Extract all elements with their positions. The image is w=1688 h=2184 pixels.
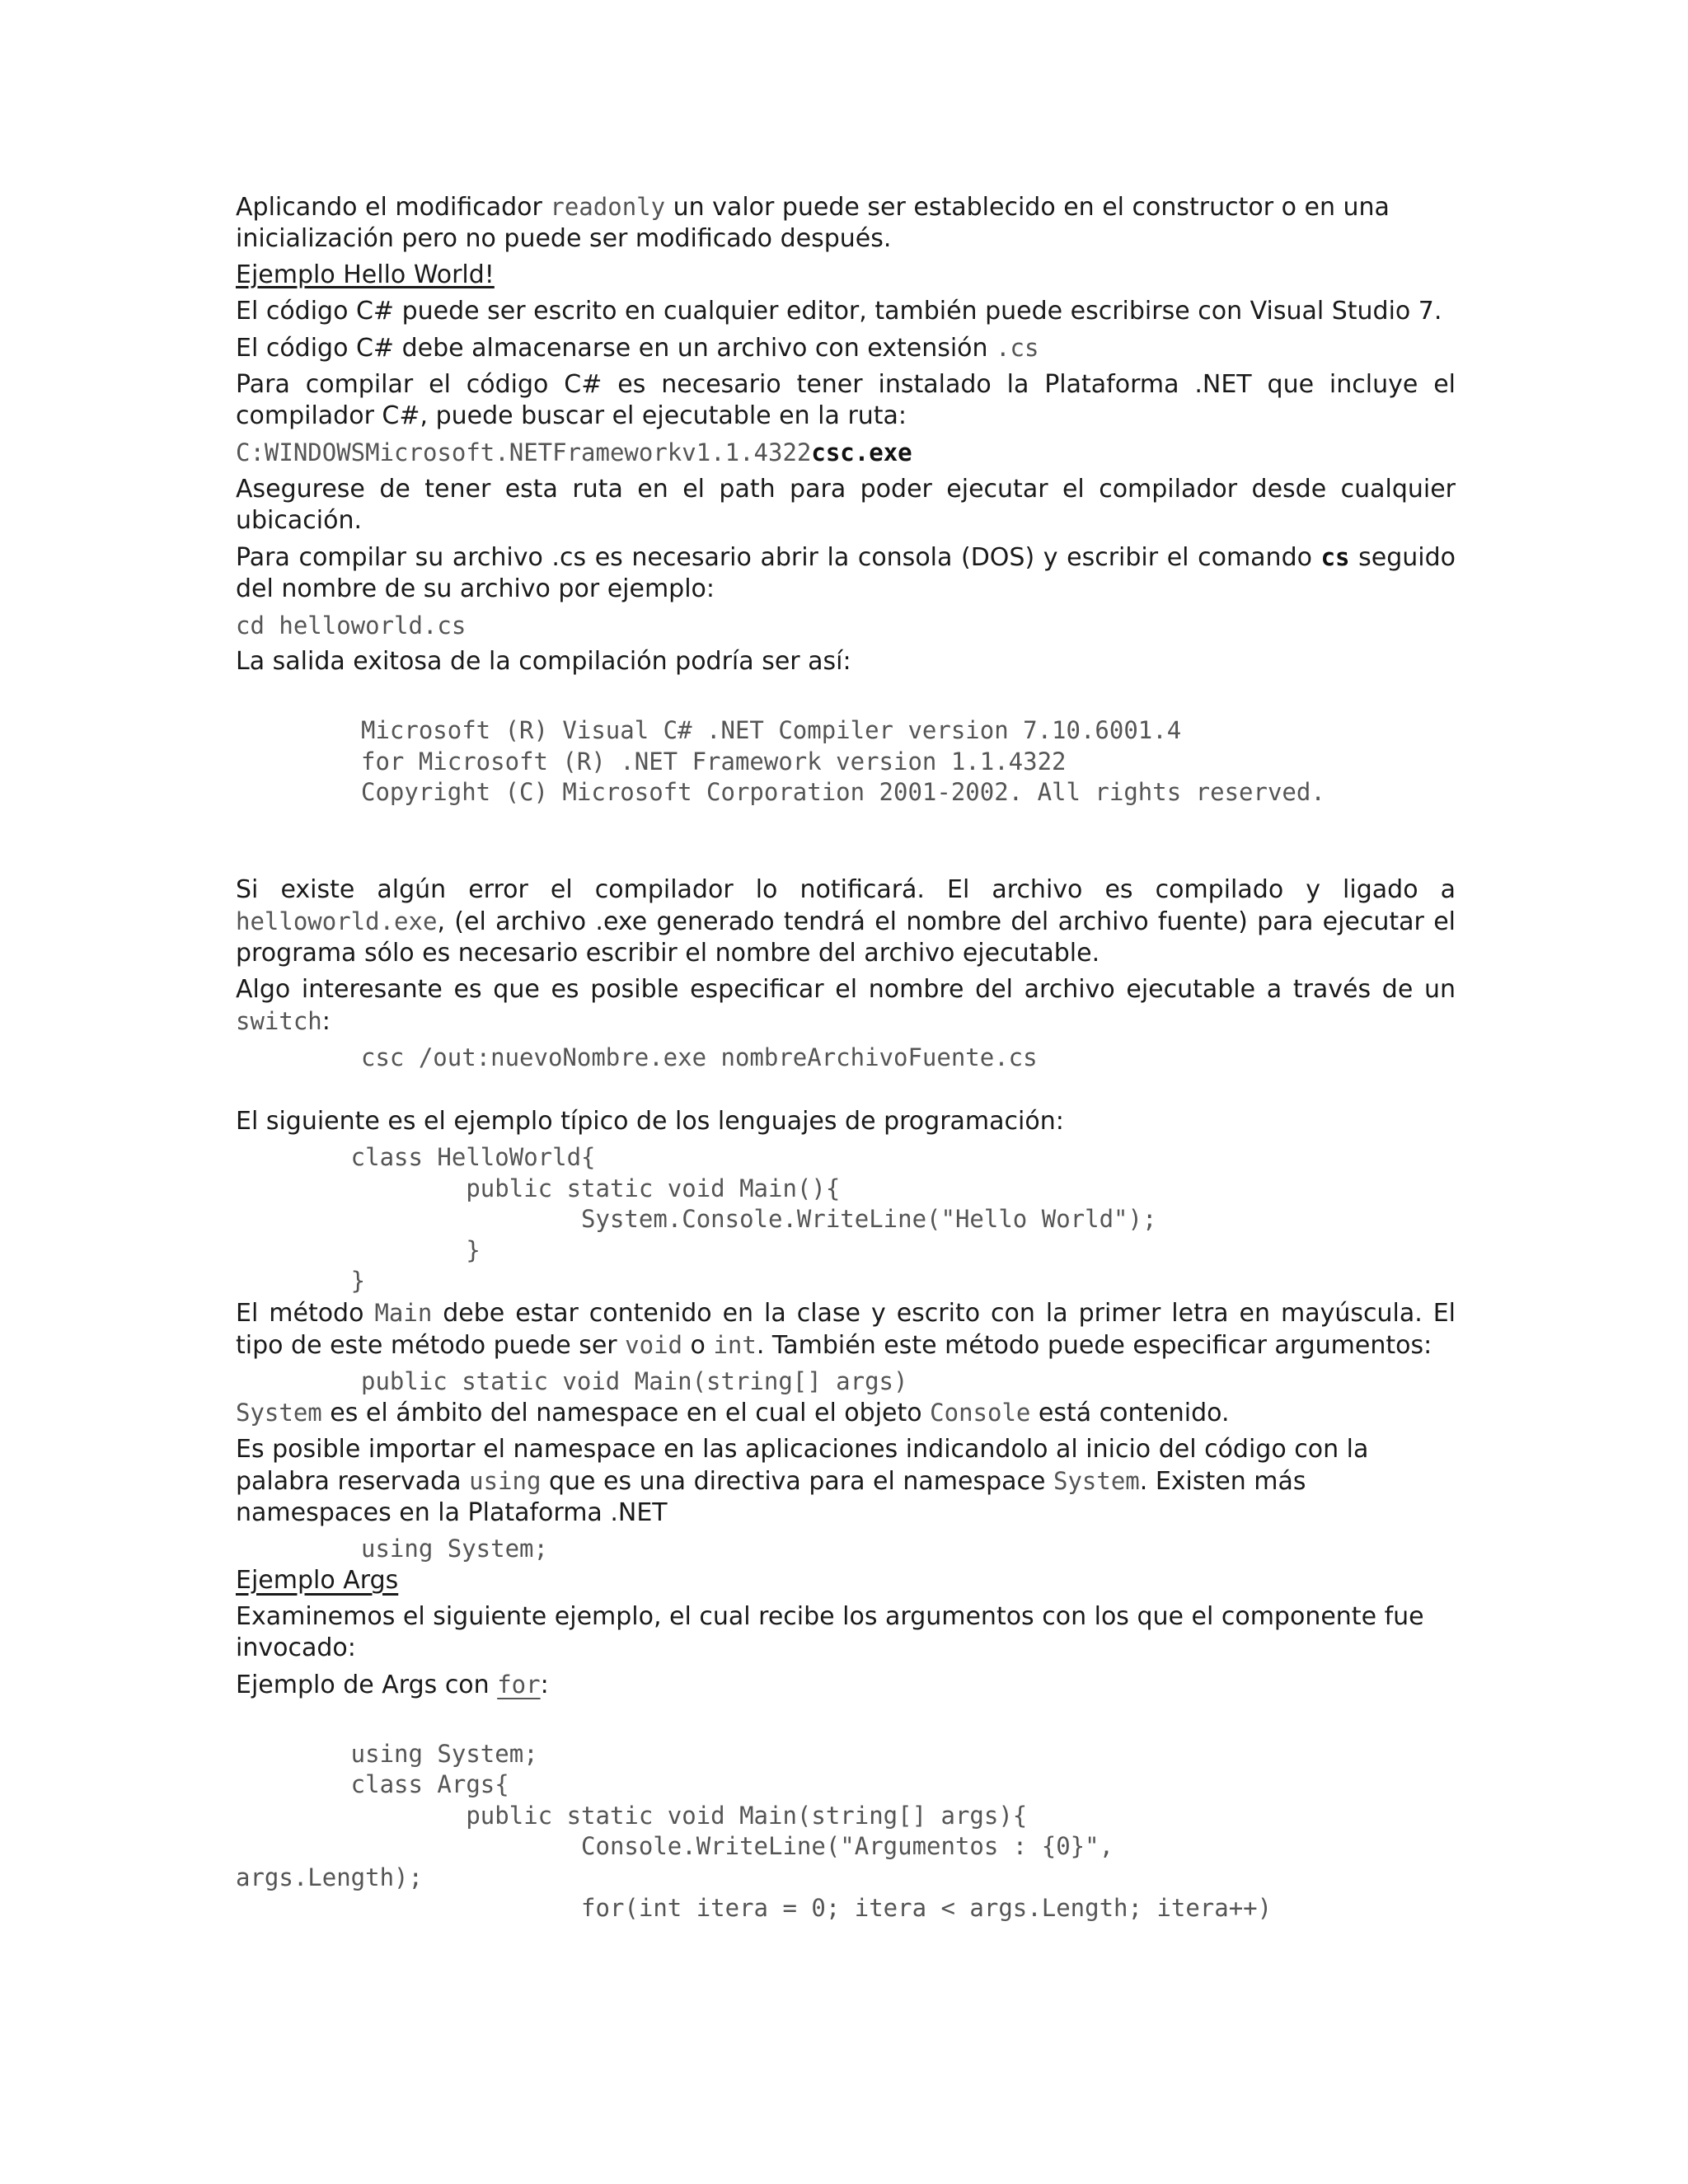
paragraph-extension: El código C# debe almacenarse en un archivo con extensión .cs [236, 334, 1039, 363]
code-line: class HelloWorld{ [236, 1143, 596, 1171]
spacer [236, 1073, 1456, 1106]
inline-code-helloworld-exe: helloworld.exe [236, 907, 438, 935]
inline-code-console: Console [930, 1399, 1031, 1427]
paragraph-args-intro: Examinemos el siguiente ejemplo, el cual recibe los argumentos con los que el componente fue invocado: [236, 1601, 1424, 1662]
code-line: for(int itera = 0; itera < args.Length; itera++) [236, 1894, 1273, 1922]
code-line: public static void Main(string[] args){ [236, 1801, 1028, 1830]
compiler-output-line: for Microsoft (R) .NET Framework version 1.1.4322 [361, 747, 1067, 776]
paragraph-compile: Para compilar el código C# es necesario tener instalado la Plataforma .NET que incluye el compilador C#, puede buscar el ejecutable en la ruta: [236, 370, 1456, 430]
inline-code-cs: .cs [996, 334, 1039, 362]
command-line: cd helloworld.cs [236, 612, 467, 640]
paragraph-output-intro: La salida exitosa de la compilación podría ser así: [236, 647, 851, 676]
inline-cmd-cs: cs [1320, 543, 1350, 571]
code-line: args.Length); [236, 1863, 423, 1891]
spacer [236, 808, 1456, 874]
paragraph-readonly: Aplicando el modificador readonly un valor puede ser establecido en el constructor o en una inicialización pero no puede ser modificado después. [236, 193, 1390, 253]
main-signature: public static void Main(string[] args) [361, 1366, 908, 1395]
paragraph-system-namespace: System es el ámbito del namespace en el cual el objeto Console está contenido. [236, 1399, 1230, 1427]
compiler-output-block [236, 715, 1456, 808]
code-line: public static void Main(){ [236, 1174, 841, 1202]
paragraph-args-for: Ejemplo de Args con for: [236, 1670, 549, 1699]
compiler-output-line: Copyright (C) Microsoft Corporation 2001-2002. All rights reserved. [361, 778, 1325, 806]
inline-code-readonly: readonly [550, 193, 666, 221]
paragraph-error: Si existe algún error el compilador lo notificará. El archivo es compilado y ligado a helloworld.exe, (el archivo .exe generado tendrá el nombre del archivo fuente) para ejecutar el programa sólo es necesario escribir el nombre del archivo ejecutable. [236, 874, 1456, 968]
inline-code-void: void [625, 1330, 682, 1359]
compiler-output-line: Microsoft (R) Visual C# .NET Compiler version 7.10.6001.4 [361, 716, 1182, 744]
code-line: } [236, 1235, 481, 1264]
inline-code-system: System [1053, 1467, 1140, 1495]
inline-code-using: using [469, 1467, 542, 1495]
paragraph-switch: Algo interesante es que es posible especificar el nombre del archivo ejecutable a través de un switch: [236, 974, 1456, 1036]
spacer [236, 682, 1456, 715]
spacer [236, 1706, 1456, 1739]
paragraph-using: Es posible importar el namespace en las aplicaciones indicandolo al inicio del código con la palabra reservada using que es una directiva para el namespace System. Existen más namespaces en la Plataforma .NET [236, 1435, 1369, 1527]
inline-code-int: int [713, 1330, 757, 1359]
code-line: using System; [236, 1739, 538, 1768]
compiler-path-exe: csc.exe [811, 438, 912, 466]
heading-args-text: Ejemplo Args [236, 1565, 399, 1595]
inline-code-system: System [236, 1399, 322, 1427]
args-code-block [236, 1739, 1456, 1924]
code-line: } [236, 1267, 366, 1295]
inline-code-main: Main [374, 1298, 433, 1327]
heading-hello-world-link[interactable]: Ejemplo Hello World! [236, 260, 495, 289]
paragraph-main-method: El método Main debe estar contenido en la clase y escrito con la primer letra en mayúscula. El tipo de este método puede ser void o int. También este método puede especificar argumentos: [236, 1298, 1456, 1360]
hello-world-code-block [236, 1142, 1456, 1297]
paragraph-path-note: Asegurese de tener esta ruta en el path para poder ejecutar el compilador desde cualquier ubicación. [236, 475, 1456, 535]
switch-command: csc /out:nuevoNombre.exe nombreArchivoFuente.cs [361, 1043, 1038, 1071]
document-body [236, 191, 1456, 1924]
paragraph-example-intro: El siguiente es el ejemplo típico de los lenguajes de programación: [236, 1107, 1064, 1136]
heading-hello-world[interactable] [236, 260, 1456, 291]
heading-args [236, 1565, 1456, 1596]
compiler-path [236, 437, 1456, 469]
using-line: using System; [361, 1535, 548, 1563]
inline-code-for: for [497, 1670, 541, 1699]
inline-code-switch: switch [236, 1006, 322, 1035]
paragraph-console: Para compilar su archivo .cs es necesario abrir la consola (DOS) y escribir el comando cs seguido del nombre de su archivo por ejemplo: [236, 543, 1456, 603]
compiler-path-dir: C:WINDOWSMicrosoft.NETFrameworkv1.1.4322 [236, 438, 812, 466]
code-line: System.Console.WriteLine("Hello World"); [236, 1205, 1157, 1233]
code-line: class Args{ [236, 1770, 509, 1798]
code-line: Console.WriteLine("Argumentos : {0}", [236, 1832, 1114, 1860]
paragraph-editor: El código C# puede ser escrito en cualquier editor, también puede escribirse con Visual Studio 7. [236, 297, 1442, 326]
